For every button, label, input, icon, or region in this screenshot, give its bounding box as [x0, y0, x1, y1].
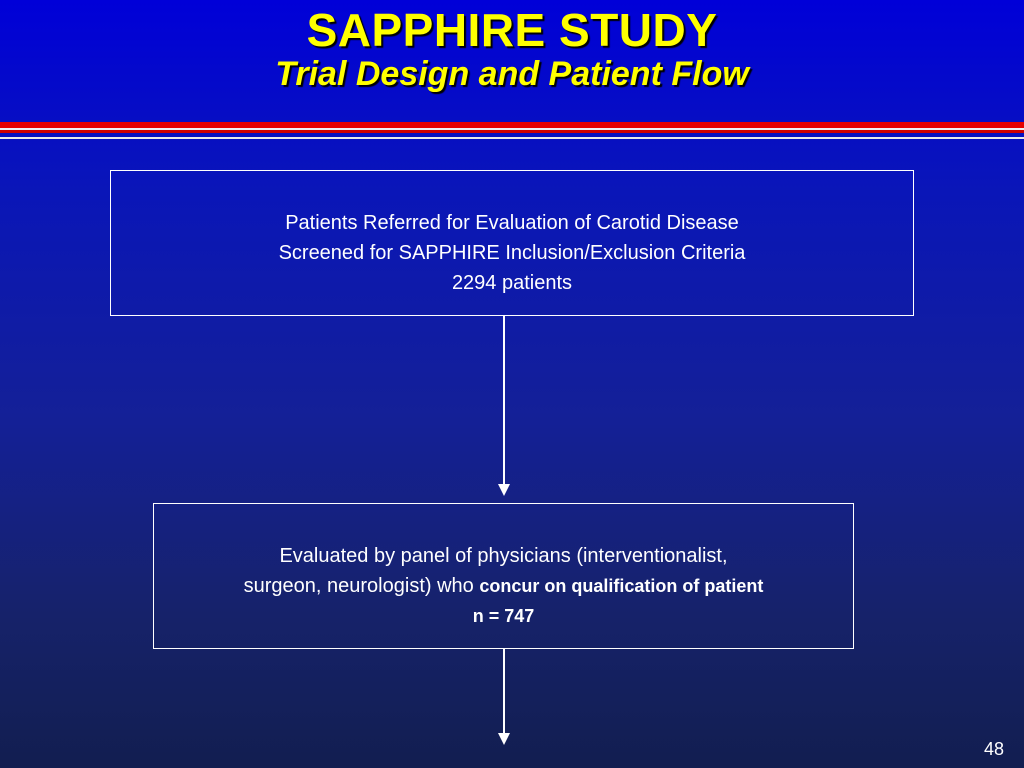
title-rule-red-bottom — [0, 130, 1024, 133]
panel-line-concur — [154, 571, 853, 601]
page-number: 48 — [983, 739, 1004, 759]
panel-line-concur-bold: concur on qualification of patient — [479, 576, 764, 596]
screening-line-count: 2294 patients — [451, 272, 573, 294]
slide-subtitle: Trial Design and Patient Flow — [275, 55, 749, 93]
title-rule-white — [0, 137, 1024, 139]
flow-box-screening — [110, 170, 914, 316]
arrow-down-icon — [497, 649, 511, 745]
slide-title: SAPPHIRE STUDY — [306, 4, 718, 56]
flow-box-panel-evaluation — [153, 503, 854, 649]
slide-title-block — [0, 4, 1024, 94]
panel-line-concur-prefix: surgeon, neurologist) who — [243, 575, 480, 597]
panel-line-evaluated: Evaluated by panel of physicians (interventionalist, — [279, 545, 728, 567]
screening-line-referred: Patients Referred for Evaluation of Carotid Disease — [285, 212, 739, 234]
flow-arrow-down-2 — [497, 649, 511, 745]
arrow-down-icon — [497, 316, 511, 496]
screening-line-criteria: Screened for SAPPHIRE Inclusion/Exclusion Criteria — [278, 242, 746, 264]
panel-line-count: n = 747 — [472, 606, 535, 626]
flow-arrow-down-1 — [497, 316, 511, 496]
